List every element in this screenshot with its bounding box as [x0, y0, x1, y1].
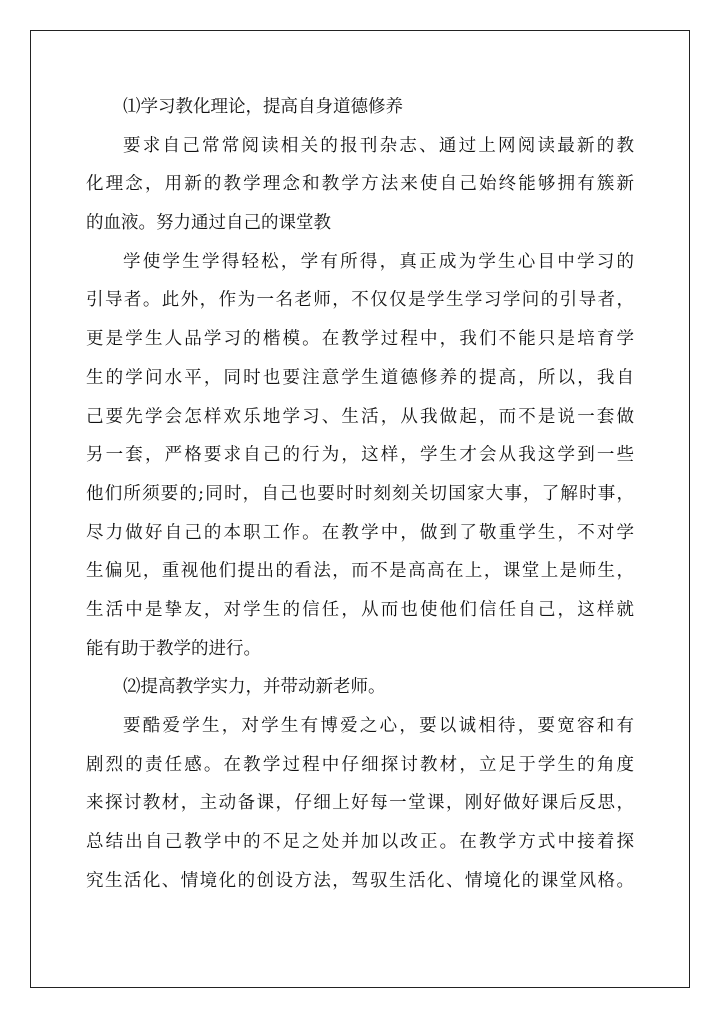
paragraph-line: 的血液。努力通过自己的课堂教	[86, 213, 331, 234]
paragraph-line: 能有助于教学的进行。	[86, 638, 261, 659]
paragraph-line: 更是学生人品学习的楷模。在教学过程中，我们不能只是培育学	[86, 329, 634, 350]
paragraph-line: 究生活化、情境化的创设方法，驾驭生活化、情境化的课堂风格。	[86, 870, 634, 891]
paragraph-line: 尽力做好自己的本职工作。在教学中，做到了敬重学生，不对学	[86, 522, 634, 543]
paragraph-line: 另一套，严格要求自己的行为，这样，学生才会从我这学到一些	[86, 445, 634, 466]
paragraph-line: 生的学问水平，同时也要注意学生道德修养的提高，所以，我自	[86, 367, 634, 388]
paragraph-line: 生活中是挚友，对学生的信任，从而也使他们信任自己，这样就	[86, 599, 634, 620]
section-heading-2: ⑵提高教学实力，并带动新老师。	[123, 677, 386, 698]
paragraph-line: 剧烈的责任感。在教学过程中仔细探讨教材，立足于学生的角度	[86, 754, 634, 775]
document-body	[86, 88, 634, 900]
paragraph-line: 他们所须要的;同时，自己也要时时刻刻关切国家大事，了解时事，	[86, 483, 634, 504]
paragraph-line: 来探讨教材，主动备课，仔细上好每一堂课，刚好做好课后反思，	[86, 793, 634, 814]
paragraph-line: 学使学生学得轻松，学有所得，真正成为学生心目中学习的	[123, 251, 634, 272]
paragraph-line: 要求自己常常阅读相关的报刊杂志、通过上网阅读最新的教	[123, 135, 634, 156]
paragraph-line: 生偏见，重视他们提出的看法，而不是高高在上，课堂上是师生，	[86, 561, 634, 582]
paragraph-line: 己要先学会怎样欢乐地学习、生活，从我做起，而不是说一套做	[86, 406, 634, 427]
paragraph-line: 要酷爱学生，对学生有博爱之心，要以诚相待，要宽容和有	[123, 716, 634, 736]
paragraph-line: 总结出自己教学中的不足之处并加以改正。在教学方式中接着探	[86, 832, 634, 853]
paragraph-line: 引导者。此外，作为一名老师，不仅仅是学生学习学问的引导者，	[86, 290, 634, 311]
paragraph-line: 化理念，用新的教学理念和教学方法来使自己始终能够拥有簇新	[86, 174, 634, 195]
section-heading-1: ⑴学习教化理论，提高自身道德修养	[123, 97, 403, 117]
